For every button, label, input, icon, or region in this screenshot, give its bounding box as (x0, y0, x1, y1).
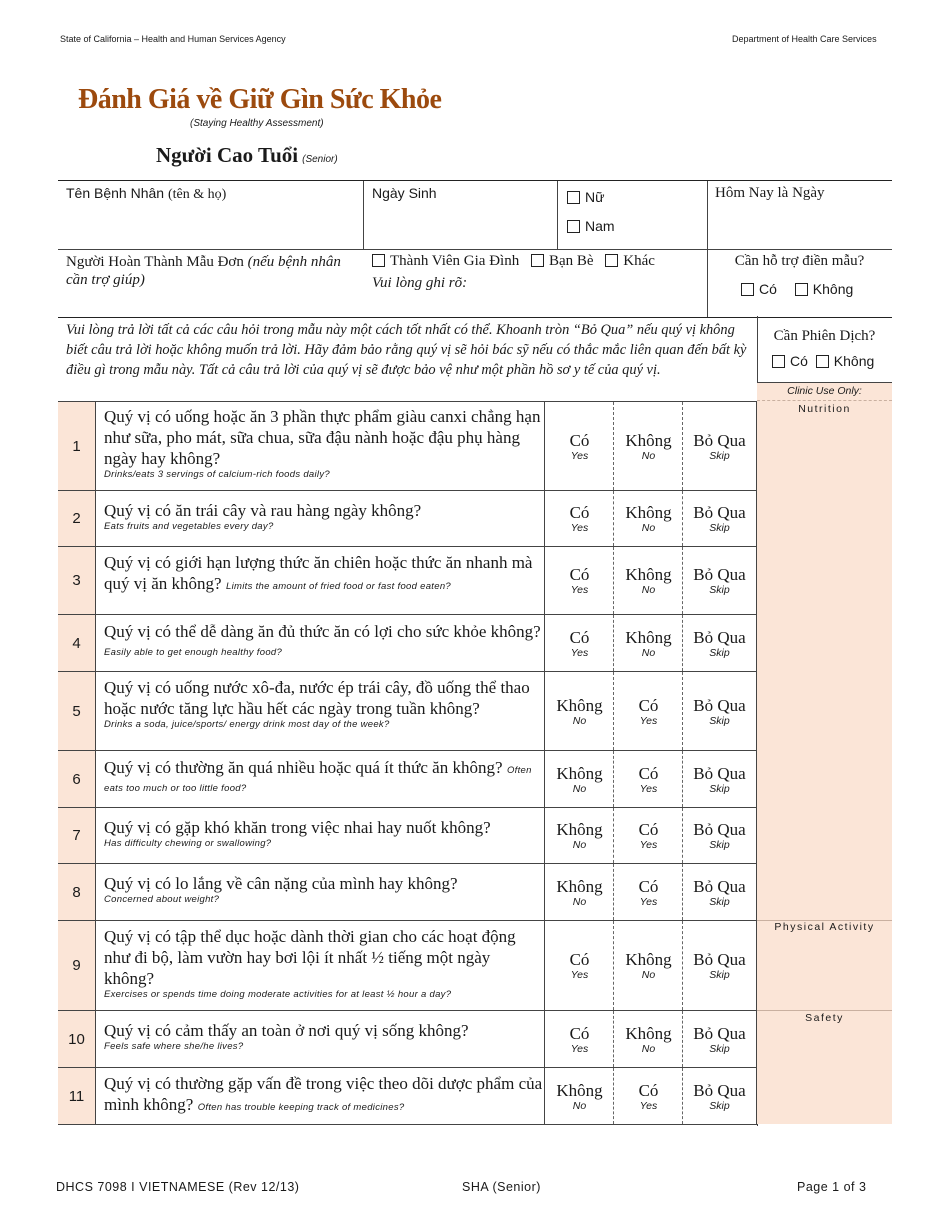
male-checkbox[interactable] (567, 220, 580, 233)
form-id: DHCS 7098 I VIETNAMESE (Rev 12/13) (56, 1180, 300, 1194)
question-english: Exercises or spends time doing moderate activities for at least ½ hour a day? (104, 989, 452, 1000)
question-english: Limits the amount of fried food or fast food eaten? (226, 581, 451, 592)
question-row (58, 863, 757, 920)
question-number: 6 (58, 751, 96, 807)
form-name: SHA (Senior) (462, 1180, 541, 1194)
answer-option-1[interactable]: Có Yes (544, 402, 614, 490)
question-row (58, 920, 757, 1010)
answer-option-2[interactable]: Có Yes (613, 751, 683, 807)
question-english: Often has trouble keeping track of medicines? (197, 1102, 405, 1113)
answer-option-1[interactable]: Có Yes (544, 921, 614, 1010)
answer-option-skip[interactable]: Bỏ Qua Skip (682, 751, 757, 807)
question-number: 8 (58, 864, 96, 920)
question-row (58, 671, 757, 750)
question-row (58, 614, 757, 671)
question-text (104, 1020, 544, 1052)
answer-option-1[interactable]: Không No (544, 751, 614, 807)
question-number: 4 (58, 615, 96, 671)
question-vietnamese: Quý vị có thể dễ dàng ăn đủ thức ăn có lợi cho sức khỏe không? (104, 622, 541, 641)
question-number: 3 (58, 547, 96, 614)
help-question: Cần hỗ trợ điền mẫu? (734, 253, 865, 269)
answer-option-2[interactable]: Không No (613, 402, 683, 490)
help-no-checkbox[interactable] (795, 283, 808, 296)
question-vietnamese: Quý vị có ăn trái cây và rau hàng ngày không? (104, 501, 422, 520)
question-number: 7 (58, 808, 96, 863)
question-vietnamese: Quý vị có thường gặp vấn đề trong việc theo dõi dược phẩm của mình không? (104, 1074, 543, 1114)
friend-checkbox[interactable] (531, 254, 544, 267)
question-row (58, 750, 757, 807)
question-number: 9 (58, 921, 96, 1010)
safety-section-label: Safety (805, 1012, 844, 1024)
female-option[interactable]: Nữ (567, 189, 604, 205)
answer-option-2[interactable]: Không No (613, 1011, 683, 1067)
question-english: Concerned about weight? (104, 894, 220, 905)
question-vietnamese: Quý vị có giới hạn lượng thức ăn chiên hoặc thức ăn nhanh mà quý vị ăn không? (104, 553, 533, 593)
question-row (58, 401, 757, 490)
physical-activity-section-label: Physical Activity (774, 921, 875, 933)
question-vietnamese: Quý vị có gặp khó khăn trong việc nhai hay nuốt không? (104, 818, 491, 837)
question-row (58, 1010, 757, 1067)
question-number: 11 (58, 1068, 96, 1124)
female-checkbox[interactable] (567, 191, 580, 204)
completed-by-field[interactable]: Người Hoàn Thành Mẫu Đơn (nếu bệnh nhân cần trợ giúp) (66, 254, 341, 288)
answer-option-2[interactable]: Không No (613, 921, 683, 1010)
question-row (58, 807, 757, 863)
answer-option-2[interactable]: Có Yes (613, 864, 683, 920)
question-english: Feels safe where she/he lives? (104, 1041, 244, 1052)
question-vietnamese: Quý vị có tập thể dục hoặc dành thời gian cho các hoạt động như đi bộ, làm vườn hay bơi lội ít nhất ½ tiếng một ngày không? (104, 927, 516, 988)
question-text (104, 406, 544, 480)
interpreter-question: Cần Phiên Dịch? (773, 328, 876, 344)
question-row (58, 1067, 757, 1124)
answer-option-1[interactable]: Không No (544, 672, 614, 750)
answer-option-1[interactable]: Có Yes (544, 547, 614, 614)
question-text (104, 500, 544, 532)
question-number: 1 (58, 402, 96, 490)
question-text (104, 621, 544, 660)
interpreter-yes-checkbox[interactable] (772, 355, 785, 368)
answer-option-skip[interactable]: Bỏ Qua Skip (682, 402, 757, 490)
question-english: Easily able to get enough healthy food? (104, 647, 283, 658)
answer-option-1[interactable]: Có Yes (544, 1011, 614, 1067)
answer-option-skip[interactable]: Bỏ Qua Skip (682, 672, 757, 750)
question-text (104, 817, 544, 849)
department-header: Department of Health Care Services (732, 34, 877, 44)
answer-option-skip[interactable]: Bỏ Qua Skip (682, 921, 757, 1010)
clinic-use-label: Clinic Use Only: (787, 385, 862, 397)
question-text (104, 552, 544, 594)
question-row (58, 546, 757, 614)
family-checkbox[interactable] (372, 254, 385, 267)
question-number: 10 (58, 1011, 96, 1067)
answer-option-skip[interactable]: Bỏ Qua Skip (682, 864, 757, 920)
answer-option-2[interactable]: Không No (613, 491, 683, 546)
help-options: Có Không (741, 281, 853, 297)
question-text (104, 873, 544, 905)
answer-option-1[interactable]: Không No (544, 808, 614, 863)
question-english: Often eats too much or too little food? (104, 765, 532, 794)
interpreter-options: Có Không (772, 353, 874, 369)
page-subtitle: (Staying Healthy Assessment) (190, 118, 324, 129)
answer-option-skip[interactable]: Bỏ Qua Skip (682, 547, 757, 614)
question-number: 2 (58, 491, 96, 546)
male-option[interactable]: Nam (567, 218, 615, 234)
answer-option-skip[interactable]: Bỏ Qua Skip (682, 491, 757, 546)
instructions-text: Vui lòng trả lời tất cả các câu hỏi trong mẫu này một cách tốt nhất có thể. Khoanh tròn “Bỏ Qua” nếu quý vị không biết câu trả lời hoặc không muốn trả lời. Hãy đảm bảo rằng quý vị sẽ hỏi bác sỹ nếu có thắc mắc liên quan đến bất kỳ điều gì trong mẫu này. Tất cả câu trả lời của quý vị sẽ được bảo vệ như một phần hồ sơ y tế của quý vị. (66, 322, 747, 378)
help-yes-checkbox[interactable] (741, 283, 754, 296)
patient-name-field[interactable]: Tên Bệnh Nhân (tên & họ) (66, 185, 227, 202)
answer-option-2[interactable]: Có Yes (613, 808, 683, 863)
answer-option-skip[interactable]: Bỏ Qua Skip (682, 615, 757, 671)
answer-option-2[interactable]: Không No (613, 615, 683, 671)
other-checkbox[interactable] (605, 254, 618, 267)
page-number: Page 1 of 3 (797, 1180, 867, 1194)
question-text (104, 1073, 544, 1115)
question-row (58, 490, 757, 546)
question-english: Eats fruits and vegetables every day? (104, 521, 274, 532)
question-vietnamese: Quý vị có uống hoặc ăn 3 phần thực phẩm giàu canxi chẳng hạn như sữa, pho mát, sữa chua, sữa đậu nành hoặc đậu phụ hàng ngày hay không? (104, 407, 541, 468)
answer-option-1[interactable]: Có Yes (544, 615, 614, 671)
answer-option-1[interactable]: Không No (544, 1068, 614, 1124)
question-english: Has difficulty chewing or swallowing? (104, 838, 272, 849)
answer-option-skip[interactable]: Bỏ Qua Skip (682, 1011, 757, 1067)
question-vietnamese: Quý vị có uống nước xô-đa, nước ép trái cây, đồ uống thể thao hoặc nước tăng lực hầu hết các ngày trong tuần không? (104, 678, 530, 718)
patient-info-table (58, 180, 892, 318)
today-date-field[interactable]: Hôm Nay là Ngày (715, 185, 825, 201)
question-english: Drinks a soda, juice/sports/ energy drink most day of the week? (104, 719, 390, 730)
answer-option-skip[interactable]: Bỏ Qua Skip (682, 808, 757, 863)
question-text (104, 677, 544, 730)
question-vietnamese: Quý vị có thường ăn quá nhiều hoặc quá ít thức ăn không? (104, 758, 503, 777)
question-english: Drinks/eats 3 servings of calcium-rich foods daily? (104, 469, 330, 480)
answer-option-2[interactable]: Không No (613, 547, 683, 614)
question-vietnamese: Quý vị có cảm thấy an toàn ở nơi quý vị sống không? (104, 1021, 469, 1040)
page-title: Đánh Giá về Giữ Gìn Sức Khỏe (78, 84, 442, 115)
relationship-options: Thành Viên Gia Đình Bạn Bè Khác (372, 253, 655, 270)
answer-option-skip[interactable]: Bỏ Qua Skip (682, 1068, 757, 1124)
dob-field[interactable]: Ngày Sinh (372, 185, 437, 201)
question-vietnamese: Quý vị có lo lắng về cân nặng của mình hay không? (104, 874, 458, 893)
answer-option-1[interactable]: Không No (544, 864, 614, 920)
interpreter-no-checkbox[interactable] (816, 355, 829, 368)
answer-option-1[interactable]: Có Yes (544, 491, 614, 546)
question-text (104, 757, 544, 796)
question-text (104, 926, 544, 1000)
answer-option-2[interactable]: Có Yes (613, 1068, 683, 1124)
age-group-title: Người Cao Tuổi (Senior) (156, 143, 338, 167)
agency-header: State of California – Health and Human Services Agency (60, 34, 286, 44)
nutrition-section-label: Nutrition (798, 403, 851, 415)
specify-field[interactable]: Vui lòng ghi rõ: (372, 275, 468, 291)
answer-option-2[interactable]: Có Yes (613, 672, 683, 750)
question-number: 5 (58, 672, 96, 750)
